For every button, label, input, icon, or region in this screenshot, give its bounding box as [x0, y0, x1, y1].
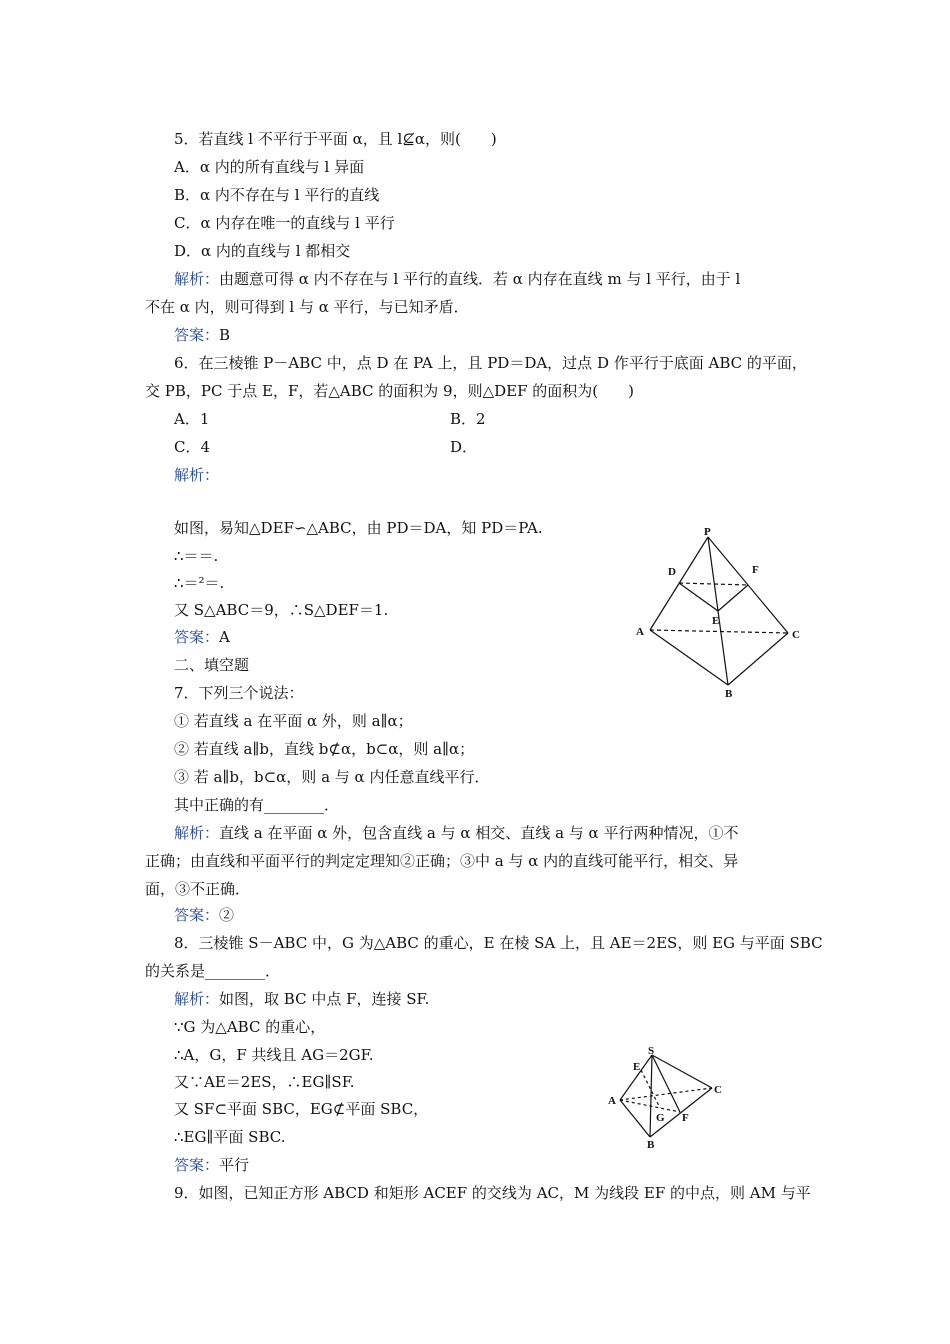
q6-option-d: D．	[450, 438, 478, 456]
q7-statement-3: ③ 若 a∥b，b⊂α，则 a 与 α 内任意直线平行．	[174, 768, 490, 786]
edge-ac	[650, 630, 788, 633]
q8-solution-line-4: 又∵AE＝2ES，∴EG∥SF.	[174, 1073, 355, 1091]
label-a: A	[608, 1095, 616, 1107]
q8-stem-line-2: 的关系是________．	[145, 962, 281, 980]
label-c: C	[792, 629, 800, 641]
q7-stem: 7．下列三个说法：	[174, 684, 304, 702]
answer-value: 平行	[219, 1156, 250, 1174]
edge-ef	[718, 585, 748, 611]
q6-answer	[174, 627, 230, 647]
q8-solution-line-2: ∵G 为△ABC 的重心，	[174, 1018, 326, 1036]
q5-solution-line-1	[174, 269, 740, 289]
q7-prompt: 其中正确的有________．	[174, 796, 340, 814]
q6-solution-line-3: ∴＝²＝.	[174, 574, 225, 592]
q7-solution-line-1	[174, 823, 738, 843]
q6-stem-line-1: 6．在三棱锥 P－ABC 中，点 D 在 PA 上，且 PD＝DA，过点 D 作平行于底面 ABC 的平面，	[174, 354, 807, 372]
q5-option-a: A．α 内的所有直线与 l 异面	[174, 158, 365, 176]
answer-label: 答案：	[174, 906, 220, 924]
q8-solution-line-1	[174, 989, 429, 1009]
solution-text: 直线 a 在平面 α 外，包含直线 a 与 α 相交、直线 a 与 α 平行两种情况，①不	[219, 824, 739, 842]
q5-option-c: C．α 内存在唯一的直线与 l 平行	[174, 214, 395, 232]
q5-stem: 5．若直线 l 不平行于平面 α，且 l⊈α，则( )	[174, 130, 497, 148]
pyramid-sabc-figure	[600, 1045, 730, 1150]
edge-ab	[650, 630, 728, 685]
q7-statement-2: ② 若直线 a∥b，直线 b⊄α，b⊂α，则 a∥α；	[174, 740, 475, 758]
answer-label: 答案：	[174, 628, 220, 646]
q6-solution-line-1: 如图，易知△DEF∽△ABC，由 PD＝DA，知 PD＝PA.	[174, 519, 543, 537]
label-b: B	[647, 1139, 655, 1150]
label-a: A	[636, 626, 644, 638]
edge-bc	[728, 633, 788, 685]
q6-option-a: A．1	[174, 410, 210, 428]
label-b: B	[725, 688, 733, 700]
q8-solution-line-6: ∴EG∥平面 SBC.	[174, 1128, 286, 1146]
label-s: S	[648, 1045, 655, 1057]
q6-solution-label: 解析：	[174, 466, 220, 484]
q8-answer	[174, 1155, 249, 1175]
segment-sf	[652, 1055, 680, 1112]
label-e: E	[633, 1061, 641, 1073]
edge-de	[679, 583, 718, 611]
answer-value: B	[219, 326, 231, 344]
q8-solution-line-5: 又 SF⊂平面 SBC，EG⊄平面 SBC，	[174, 1100, 429, 1118]
edge-sc	[652, 1055, 712, 1088]
q5-option-d: D．α 内的直线与 l 都相交	[174, 242, 351, 260]
pyramid-pabc-figure	[630, 525, 810, 700]
label-p: P	[704, 526, 711, 538]
answer-value: ②	[219, 906, 235, 924]
q6-option-b: B．2	[450, 410, 486, 428]
q9-stem-line-1: 9．如图，已知正方形 ABCD 和矩形 ACEF 的交线为 AC，M 为线段 EF 的中点，则 AM 与平	[174, 1184, 811, 1202]
q7-solution-line-2: 正确；由直线和平面平行的判定定理知②正确；③中 a 与 α 内的直线可能平行，相交、异	[145, 852, 739, 870]
q8-solution-line-3: ∴A，G，F 共线且 AG＝2GF.	[174, 1046, 374, 1064]
q5-answer	[174, 325, 230, 345]
q6-solution-line-4: 又 S△ABC＝9，∴S△DEF＝1.	[174, 601, 389, 619]
q6-option-c: C．4	[174, 438, 211, 456]
answer-value: A	[219, 628, 230, 646]
solution-label: 解析：	[174, 990, 220, 1008]
label-f: F	[682, 1112, 689, 1124]
label-e: E	[712, 615, 720, 627]
edge-df	[679, 583, 748, 585]
solution-label: 解析：	[174, 270, 220, 288]
q5-solution-line-2: 不在 α 内，则可得到 l 与 α 平行，与已知矛盾．	[145, 298, 469, 316]
solution-label: 解析：	[174, 824, 220, 842]
q7-solution-line-3: 面，③不正确．	[145, 880, 251, 898]
q7-statement-1: ① 若直线 a 在平面 α 外，则 a∥α；	[174, 712, 413, 730]
label-f: F	[752, 564, 759, 576]
q5-option-b: B．α 内不存在与 l 平行的直线	[174, 186, 380, 204]
q7-answer	[174, 905, 234, 925]
answer-label: 答案：	[174, 326, 220, 344]
label-g: G	[656, 1112, 665, 1124]
answer-label: 答案：	[174, 1156, 220, 1174]
q6-solution-line-2: ∴＝＝.	[174, 547, 219, 565]
solution-text: 如图，取 BC 中点 F，连接 SF.	[219, 990, 430, 1008]
label-d: D	[668, 566, 676, 578]
solution-text: 由题意可得 α 内不存在与 l 平行的直线．若 α 内存在直线 m 与 l 平行，由于 l	[219, 270, 741, 288]
section-title: 二、填空题	[174, 656, 250, 674]
label-c: C	[714, 1084, 722, 1096]
q6-stem-line-2: 交 PB，PC 于点 E，F，若△ABC 的面积为 9，则△DEF 的面积为( )	[145, 382, 634, 400]
q8-stem-line-1: 8．三棱锥 S－ABC 中，G 为△ABC 的重心，E 在棱 SA 上，且 AE＝2ES，则 EG 与平面 SBC	[174, 934, 823, 952]
